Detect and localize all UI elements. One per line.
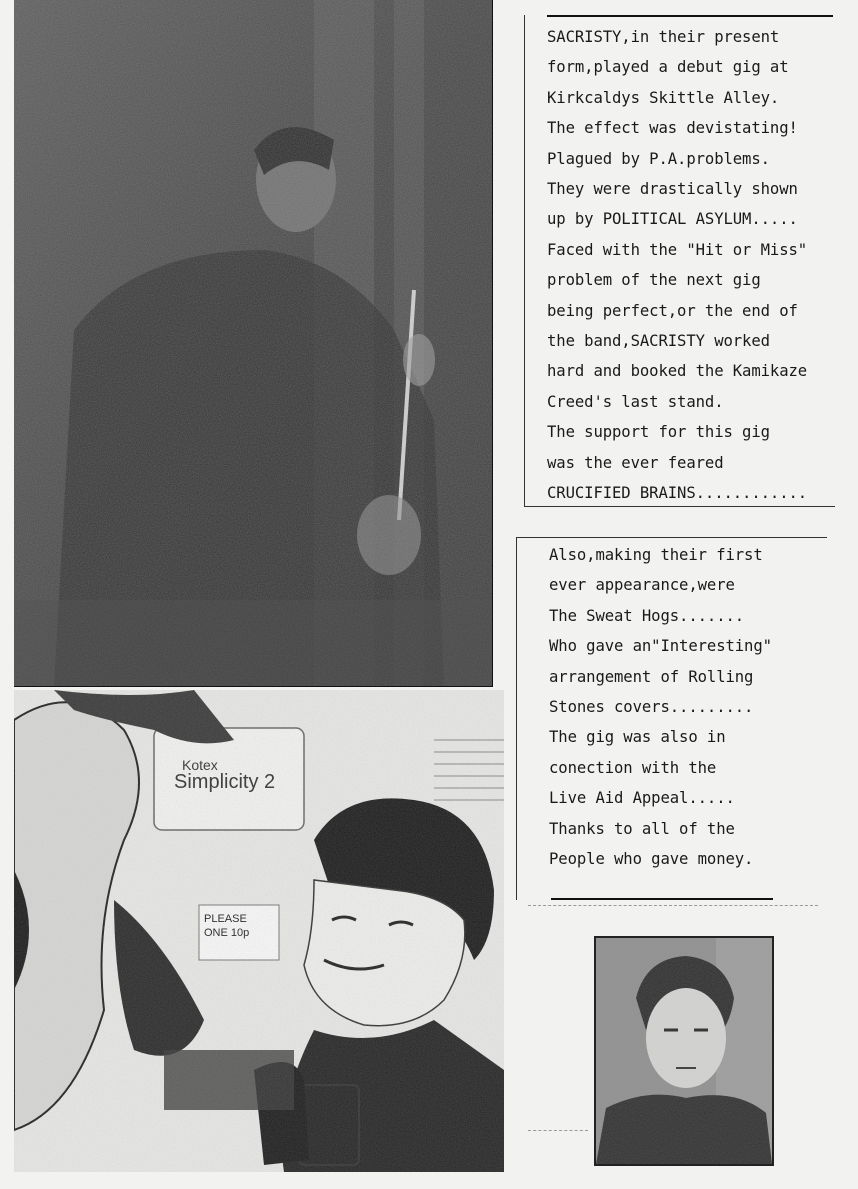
article-line: arrangement of Rolling — [549, 667, 754, 686]
article-line: up by POLITICAL ASYLUM..... — [547, 210, 798, 229]
guitarist-photo — [14, 0, 493, 687]
article-line: hard and booked the Kamikaze — [547, 362, 808, 381]
article-line: Kirkcaldys Skittle Alley. — [547, 88, 780, 107]
top-rule — [547, 15, 833, 17]
article-line: problem of the next gig — [547, 271, 761, 290]
article-column-1 — [524, 15, 835, 507]
article-line: Who gave an"Interesting" — [549, 637, 772, 656]
smiling-man-photo-image — [14, 690, 504, 1172]
article-line: was the ever feared — [547, 453, 724, 472]
article-line: ever appearance,were — [549, 576, 735, 595]
article-line: SACRISTY,in their present — [547, 28, 780, 46]
article-column-2 — [516, 537, 827, 900]
article-line: Live Aid Appeal..... — [549, 789, 735, 808]
article-line: The effect was devistating! — [547, 119, 798, 138]
bottom-rule — [551, 898, 773, 900]
article-line: the band,SACRISTY worked — [547, 332, 770, 351]
article-line: CRUCIFIED BRAINS............ — [547, 484, 808, 503]
article-line: conection with the — [549, 758, 717, 777]
article-line: People who gave money. — [549, 850, 754, 869]
guitarist-photo-image — [14, 0, 492, 686]
article-line: The Sweat Hogs....... — [549, 606, 745, 625]
article-line: Thanks to all of the — [549, 819, 735, 838]
smiling-man-photo — [14, 690, 504, 1172]
article-line: Creed's last stand. — [547, 392, 724, 411]
portrait-photo-image — [596, 938, 772, 1164]
article-line: Also,making their first — [549, 546, 763, 564]
article-line: Plagued by P.A.problems. — [547, 149, 770, 168]
article-line: being perfect,or the end of — [547, 301, 798, 320]
article-line: form,played a debut gig at — [547, 58, 789, 77]
article-line: Stones covers......... — [549, 698, 754, 717]
article-line: They were drastically shown — [547, 180, 798, 199]
article-line: The gig was also in — [549, 728, 726, 747]
article-line: Faced with the "Hit or Miss" — [547, 240, 808, 259]
faint-rule — [528, 1130, 588, 1131]
article-line: The support for this gig — [547, 423, 770, 442]
faint-rule — [528, 905, 818, 906]
portrait-photo — [594, 936, 774, 1166]
